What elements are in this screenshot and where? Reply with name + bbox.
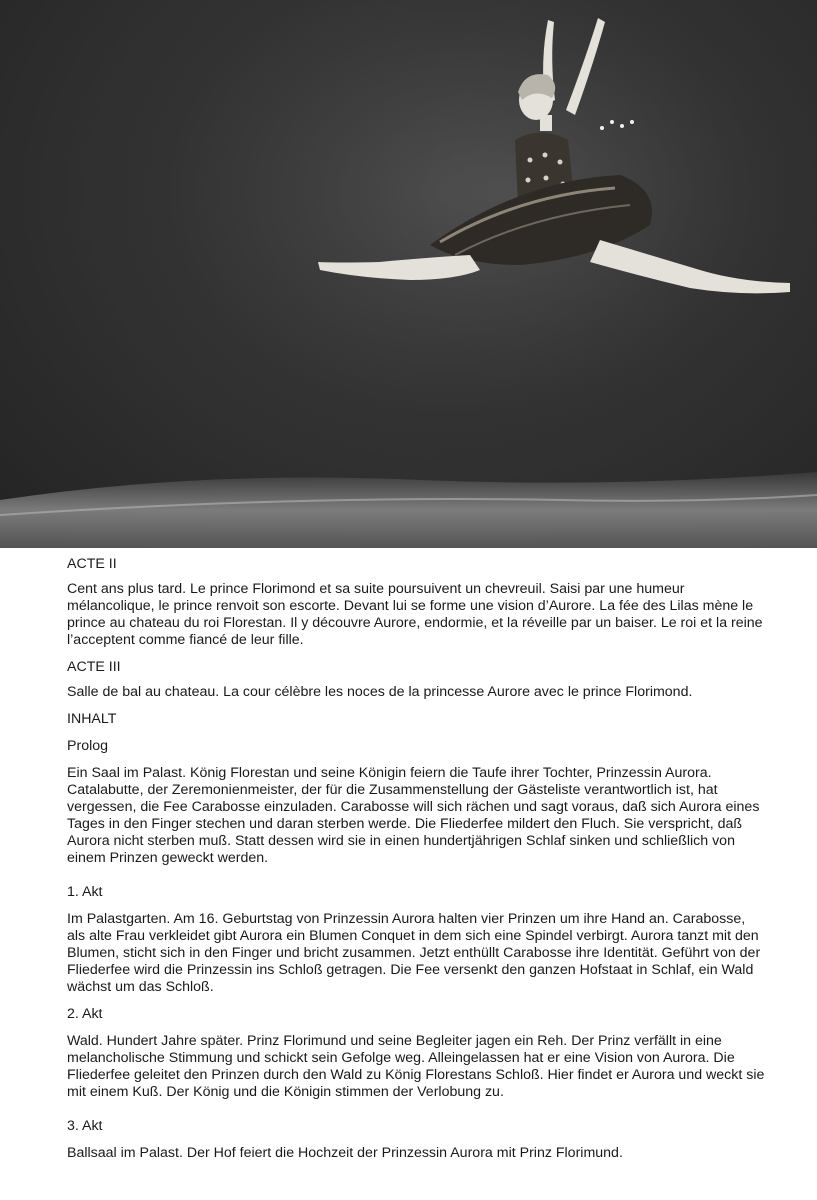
section-paragraph-akt-2: Wald. Hundert Jahre später. Prinz Florimund und seine Begleiter jagen ein Reh. Der Prinz verfällt in eine melancholische Stimmung und schickt sein Gefolge weg. Alleingelassen hat er eine Vision von Aurora. Die Fliederfee geleitet den Prinzen durch den Wald zu König Florestans Schloß. Hier findet er Aurora und weckt sie mit einem Kuß. Der König und die Königin stimmen der Verlobung zu. — [67, 1033, 765, 1100]
section-paragraph-akt-3: Ballsaal im Palast. Der Hof feiert die Hochzeit der Prinzessin Aurora mit Prinz Florimund. — [67, 1145, 623, 1161]
section-heading-akt-1: 1. Akt — [67, 884, 103, 900]
section-heading-acte-iii: ACTE III — [67, 659, 121, 675]
section-heading-akt-3: 3. Akt — [67, 1118, 103, 1134]
section-paragraph-prolog: Ein Saal im Palast. König Florestan und seine Königin feiern die Taufe ihrer Tochter, Prinzessin Aurora. Catalabutte, der Zeremonienmeister, der für die Zusammenstellung der Gästeliste verantwortlich ist, hat vergessen, die Fee Carabosse einzuladen. Carabosse will sich rächen und sagt voraus, daß sich Aurora eines Tages in den Finger stechen und daran sterben werde. Die Fliederfee mildert den Fluch. Sie verspricht, daß Aurora nicht sterben muß. Statt dessen wird sie in einen hundertjährigen Schlaf sinken und schließlich von einem Prinzen geweckt werden. — [67, 765, 760, 866]
ballerina-illustration — [0, 0, 817, 548]
section-paragraph-acte-iii: Salle de bal au chateau. La cour célèbre les noces de la princesse Aurore avec le prince Florimond. — [67, 684, 693, 700]
synopsis-text — [67, 556, 767, 1162]
section-paragraph-akt-1: Im Palastgarten. Am 16. Geburtstag von Prinzessin Aurora halten vier Prinzen um ihre Hand an. Carabosse, als alte Frau verkleidet gibt Aurora ein Blumen Conquet in dem sich eine Spindel verbirgt. Aurora tanzt mit den Blumen, sticht sich in den Finger und bricht zusammen. Jetzt enthüllt Carabosse ihre Identität. Geführt von der Fliederfee wird die Prinzessin ins Schloß getragen. Die Fee versenkt den ganzen Hofstaat in Schlaf, ein Wald wächst um das Schloß. — [67, 911, 761, 995]
section-heading-acte-ii: ACTE II — [67, 556, 117, 572]
section-paragraph-acte-ii: Cent ans plus tard. Le prince Florimond et sa suite poursuivent un chevreuil. Saisi par une humeur mélancolique, le prince renvoit son escorte. Devant lui se forme une vision d’Aurore. La fée des Lilas mène le prince au chateau du roi Florestan. Il y découvre Aurore, endormie, et la réveille par un baiser. Le roi et la reine l’acceptent comme fiancé de leur fille. — [67, 581, 763, 648]
ballerina-photograph — [0, 0, 817, 548]
section-heading-akt-2: 2. Akt — [67, 1006, 103, 1022]
section-heading-prolog: Prolog — [67, 738, 109, 754]
section-heading-inhalt: INHALT — [67, 711, 117, 727]
